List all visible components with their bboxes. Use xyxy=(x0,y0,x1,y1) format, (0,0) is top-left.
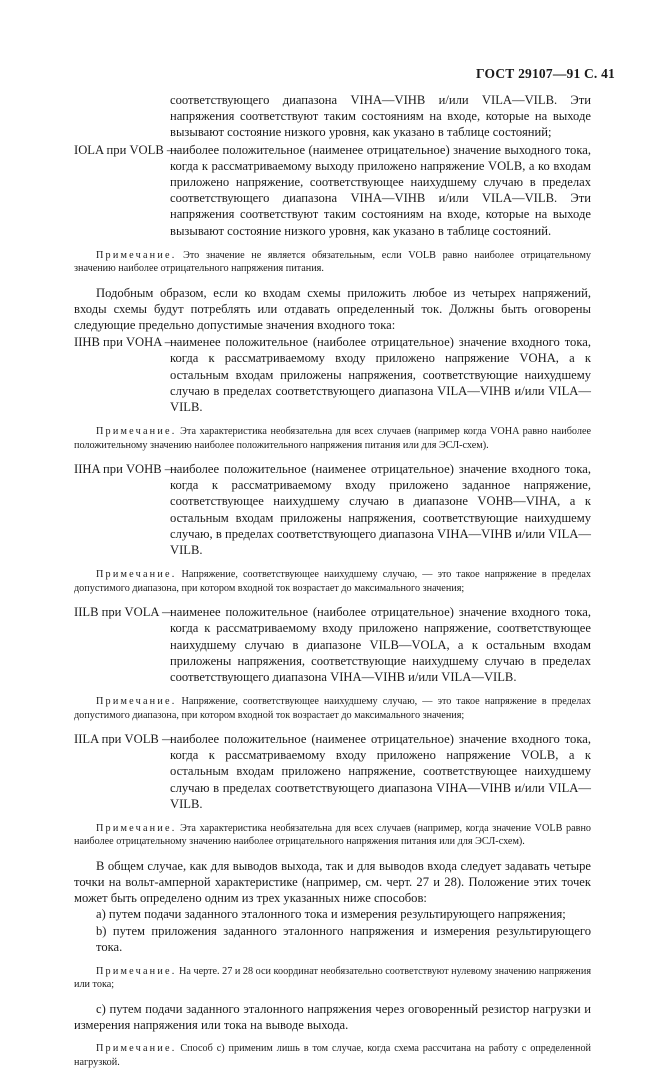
note-text: Способ с) применим лишь в том случае, когда схема рассчитана на работу с определенной нагрузкой. xyxy=(74,1043,592,1068)
note-4 xyxy=(74,695,591,722)
definition-iihb xyxy=(74,334,591,415)
definition-term: IILB при VOLA — xyxy=(74,605,175,620)
definition-iola xyxy=(74,142,591,239)
paragraph-input-current: Подобным образом, если ко входам схемы приложить любое из четырех напряжений, входы схемы будут потреблять или отдавать определенный ток. Должны быть оговорены следующие предельно допустимые значения входного тока: xyxy=(74,285,591,333)
note-3 xyxy=(74,568,591,595)
definition-body: наиболее положительное (наименее отрицательное) значение входного тока, когда к рассматриваемому входу приложено напряжение VOLB, а к остальным входам приложено напряжение, соответствующее наихудшему случаю в пределах соответствующего диапазона VIHA—VIHB и/или VILA—VILB. xyxy=(170,731,591,811)
page-header: ГОСТ 29107—91 С. 41 xyxy=(476,66,615,81)
list-item-a: а) путем подачи заданного эталонного тока и измерения результирующего напряжения; xyxy=(96,907,566,922)
note-label: Примечание. xyxy=(96,965,177,977)
definition-term: IILA при VOLB — xyxy=(74,731,175,746)
continuation-paragraph: соответствующего диапазона VIHA—VIHB и/или VILA—VILB. Эти напряжения соответствуют таким состояниям на входе, которые на выходе вызывают состояние низкого уровня, как указано в таблице состояний; xyxy=(170,93,591,140)
definition-iiha xyxy=(74,461,591,558)
definition-body: наименее положительное (наиболее отрицательное) значение входного тока, когда к рассматриваемому входу приложено напряжение VOHA, а к остальным входам приложены напряжения, соответствующие наихудшему случаю в пределах соответствующего диапазона VILA—VIHB и/или VILA—VILB. xyxy=(170,335,591,415)
note-text: На черте. 27 и 28 оси координат необязательно соответствуют нулевому значению напряжения или тока; xyxy=(74,965,592,991)
note-label: Примечание. xyxy=(96,426,177,438)
definition-body: наиболее положительное (наименее отрицательное) значение выходного тока, когда к рассматриваемому выходу приложено напряжение VOLB, а ко входам приложено напряжение, соответствующее наихудшему случаю в пределах соответствующего диапазона VIHA—VIHB и/или VILA—VILB. Эти напряжения соответствуют таким состояниям на входе, которые на выходе вызывают состояние низкого уровня, как указано в таблице состояний. xyxy=(170,142,591,238)
note-text: Эта характеристика необязательна для всех случаев (например когда VOHA равно наиболее положительному значению наиболее положительного напряжения питания или для ЭСЛ-схем). xyxy=(74,426,591,451)
note-label: Примечание. xyxy=(96,569,177,581)
definition-term: IOLA при VOLB — xyxy=(74,142,180,157)
note-text: Это значение не является обязательным, если VOLB равно наиболее отрицательному значению наиболее отрицательного напряжения питания. xyxy=(74,249,592,275)
note-label: Примечание. xyxy=(96,822,177,834)
note-text: Эта характеристика необязательна для всех случаев (например, когда значение VOLB равно наиболее отрицательному значению наиболее отрицательного напряжения питания или для ЭСЛ-схем). xyxy=(74,822,592,848)
page-body xyxy=(74,92,591,1069)
note-2 xyxy=(74,425,591,452)
note-label: Примечание. xyxy=(96,696,177,708)
definition-body: наиболее положительное (наименее отрицательное) значение входного тока, когда к рассматриваемому входу приложено заданное напряжение, соответствующее наихудшему случаю в диапазоне VOHB—VIHA, а к остальным входам приложены напряжения, соответствующие наихудшему случаю, в пределах соответствующего диапазона VIHA—VIHB и/или VILA—VILB. xyxy=(170,462,591,558)
paragraph-general-case: В общем случае, как для выводов выхода, так и для выводов входа следует задавать четыре точки на вольт-амперной характеристике (например, см. черт. 27 и 28). Положение этих точек может быть определено одним из трех указанных ниже способов: xyxy=(74,858,591,906)
note-label: Примечание. xyxy=(96,249,177,261)
note-6 xyxy=(74,965,591,992)
definition-body: наименее положительное (наиболее отрицательное) значение входного тока, когда к рассматриваемому входу приложено напряжение, соответствующее наихудшему случаю в диапазоне VILB—VOLA, а к остальным входам приложены напряжения, соответствующие наихудшему случаю в пределах соответствующего диапазона VIHA—VIHB и/или VILA—VILB. xyxy=(170,605,591,684)
note-label: Примечание. xyxy=(96,1043,177,1055)
definition-iilb xyxy=(74,604,591,685)
note-text: Напряжение, соответствующее наихудшему случаю, — это такое напряжение в пределах допустимого диапазона, при котором входной ток возрастает до максимального значения; xyxy=(74,569,592,594)
note-text: Напряжение, соответствующее наихудшему случаю, — это такое напряжение в пределах допустимого диапазона, при котором входной ток возрастает до максимального значения; xyxy=(74,696,592,721)
note-5 xyxy=(74,822,591,849)
note-1 xyxy=(74,249,591,276)
list-item-b: b) путем приложения заданного эталонного напряжения и измерения результирующего тока. xyxy=(96,923,591,954)
definition-term: IIHA при VOHB — xyxy=(74,462,178,477)
definition-iila xyxy=(74,731,591,812)
list-item-c: с) путем подачи заданного эталонного напряжения через оговоренный резистор нагрузки и измерения напряжения или тока на выводе выхода. xyxy=(74,1001,591,1032)
definition-term: IIHB при VOHA — xyxy=(74,335,178,350)
note-7 xyxy=(74,1042,591,1069)
